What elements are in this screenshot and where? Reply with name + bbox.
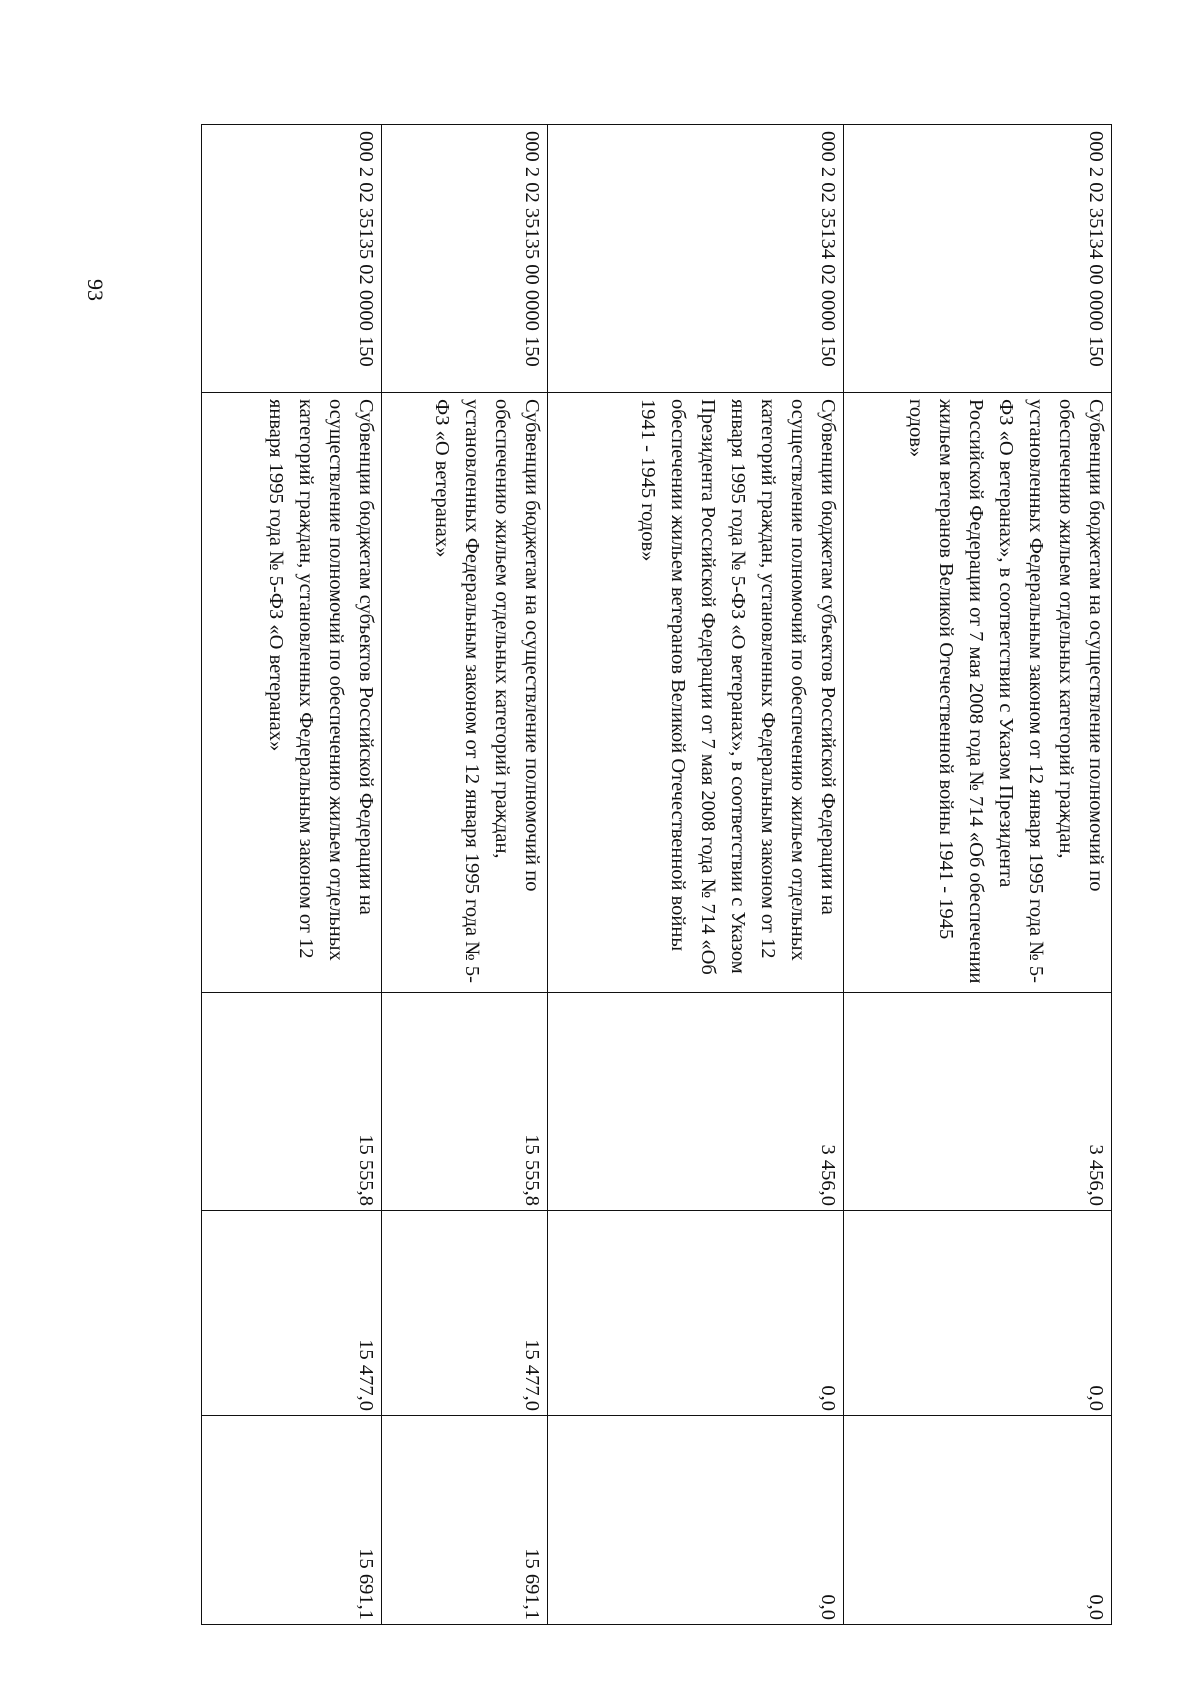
amount-year-3: 0,0 (844, 1416, 1112, 1625)
amount-year-1: 3 456,0 (844, 993, 1112, 1211)
amount-year-3: 15 691,1 (382, 1416, 548, 1625)
amount-year-1: 15 555,8 (202, 993, 382, 1211)
page-number: 93 (83, 279, 108, 301)
rotated-table-container (202, 124, 1112, 1624)
budget-item-name: Субвенции бюджетам субъектов Российской Федерации на осуществление полномочий по обеспечению жильем отдельных категорий граждан, установленных Федеральным законом от 12 января 1995 года № 5-ФЗ «О ветеранах» (202, 393, 382, 993)
amount-year-2: 0,0 (844, 1211, 1112, 1416)
amount-year-2: 15 477,0 (382, 1211, 548, 1416)
amount-year-1: 3 456,0 (548, 993, 844, 1211)
budget-item-name: Субвенции бюджетам на осуществление полномочий по обеспечению жильем отдельных категорий граждан, установленных Федеральным законом от 12 января 1995 года № 5-ФЗ «О ветеранах» (382, 393, 548, 993)
amount-year-1: 15 555,8 (382, 993, 548, 1211)
amount-year-3: 0,0 (548, 1416, 844, 1625)
amount-year-3: 15 691,1 (202, 1416, 382, 1625)
table-row (382, 125, 548, 1625)
budget-table (201, 124, 1112, 1625)
table-row (548, 125, 844, 1625)
amount-year-2: 15 477,0 (202, 1211, 382, 1416)
table-row (844, 125, 1112, 1625)
table-row (202, 125, 382, 1625)
budget-code: 000 2 02 35135 02 0000 150 (202, 125, 382, 393)
budget-code: 000 2 02 35135 00 0000 150 (382, 125, 548, 393)
budget-code: 000 2 02 35134 02 0000 150 (548, 125, 844, 393)
amount-year-2: 0,0 (548, 1211, 844, 1416)
budget-item-name: Субвенции бюджетам на осуществление полномочий по обеспечению жильем отдельных категорий граждан, установленных Федеральным законом от 12 января 1995 года № 5-ФЗ «О ветеранах», в соответствии с Указом Президента Российской Федерации от 7 мая 2008 года № 714 «Об обеспечении жильем ветеранов Великой Отечественной войны 1941 - 1945 годов» (844, 393, 1112, 993)
budget-item-name: Субвенции бюджетам субъектов Российской Федерации на осуществление полномочий по обеспечению жильем отдельных категорий граждан, установленных Федеральным законом от 12 января 1995 года № 5-ФЗ «О ветеранах», в соответствии с Указом Президента Российской Федерации от 7 мая 2008 года № 714 «Об обеспечении жильем ветеранов Великой Отечественной войны 1941 - 1945 годов» (548, 393, 844, 993)
budget-code: 000 2 02 35134 00 0000 150 (844, 125, 1112, 393)
